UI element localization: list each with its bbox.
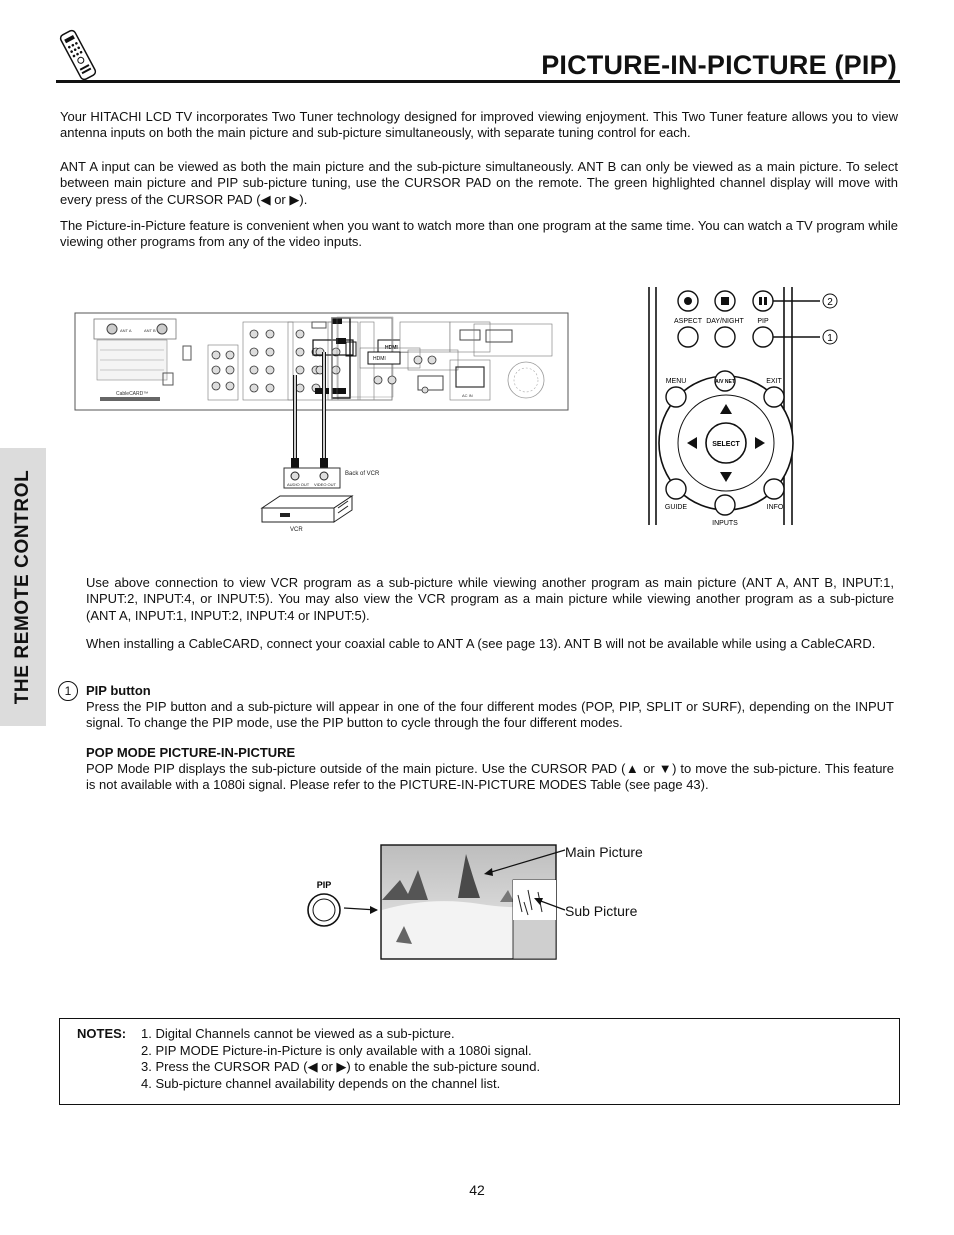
svg-text:HDMI: HDMI [385, 345, 398, 351]
info-label: INFO [766, 504, 784, 511]
exit-label: EXIT [766, 378, 782, 385]
info-button[interactable] [764, 479, 784, 499]
connection-diagram [70, 300, 575, 540]
daynight-label: DAY/NIGHT [706, 318, 744, 325]
callout-1 [823, 330, 837, 344]
aspect-top-button[interactable] [678, 291, 698, 311]
ant-b-label: ANT B [144, 328, 156, 333]
sub-picture-label: Sub Picture [565, 903, 638, 919]
ant-a-label: ANT A [120, 328, 132, 333]
pip-heading: PIP button [86, 683, 151, 698]
avnet-label: A/V NET [715, 379, 735, 385]
main-picture-label: Main Picture [565, 844, 643, 860]
aspect-button[interactable] [678, 327, 698, 347]
audio-out-label: AUDIO OUT [287, 482, 310, 487]
exit-button[interactable] [764, 387, 784, 407]
guide-label: GUIDE [664, 504, 688, 511]
guide-button[interactable] [666, 479, 686, 499]
side-tab [0, 448, 46, 726]
pip-button[interactable] [753, 327, 773, 347]
select-label: SELECT [712, 441, 740, 448]
notes-label: NOTES: [77, 1026, 127, 1041]
remote-closeup [644, 285, 894, 533]
pop-heading: POP MODE PICTURE-IN-PICTURE [86, 745, 296, 760]
page-title: PICTURE-IN-PICTURE (PIP) [541, 50, 897, 80]
inputs-button[interactable] [715, 495, 735, 515]
note-item: 1. Digital Channels cannot be viewed as a sub-picture. [141, 1026, 455, 1041]
note-item: 3. Press the CURSOR PAD (◀ or ▶) to enable the sub-picture sound. [141, 1059, 541, 1075]
hdmi-label: HDMI [373, 356, 386, 362]
vcr-label: VCR [290, 527, 303, 533]
title-rule [56, 80, 900, 83]
notes-list [141, 1026, 540, 1092]
intro-paragraph-2: ANT A input can be viewed as both the main picture and the sub-picture simultaneously. ANT B can only be viewed as a main picture. To select between main picture and PIP sub-picture tuning, use the CURSOR PAD on the remote. The green highlighted channel display will move with every press of the CURSOR PAD (◀ or ▶). [60, 159, 898, 207]
intro-paragraph-3: The Picture-in-Picture feature is convenient when you want to watch more than one program at the same time. You can watch a TV program while viewing other programs from any of the video inputs. [60, 218, 898, 250]
page-number: 42 [469, 1182, 485, 1198]
inputs-label: INPUTS [712, 520, 738, 527]
sub-picture-image [513, 880, 556, 959]
back-of-vcr-label: Back of VCR [345, 471, 380, 477]
intro-paragraph-1: Your HITACHI LCD TV incorporates Two Tuner technology designed for improved viewing enjoyment. This Two Tuner feature allows you to view antenna inputs on both the main picture and sub-picture simultaneously, with separate tuning control for each. [60, 109, 898, 141]
side-tab-label: THE REMOTE CONTROL [12, 469, 33, 705]
callout-2 [823, 294, 837, 308]
pause-button[interactable] [753, 291, 773, 311]
svg-text:1: 1 [827, 333, 833, 344]
daynight-button[interactable] [715, 327, 735, 347]
pip-illustration [300, 840, 570, 965]
remote-control-icon [54, 28, 102, 82]
aspect-label: ASPECT [673, 318, 703, 325]
stop-button[interactable] [715, 291, 735, 311]
menu-label: MENU [665, 378, 687, 385]
menu-button[interactable] [666, 387, 686, 407]
note-item: 2. PIP MODE Picture-in-Picture is only available with a 1080i signal. [141, 1042, 532, 1058]
body-paragraph-2: When installing a CableCARD, connect your coaxial cable to ANT A (see page 13). ANT B will not be available while using a CableCARD. [86, 636, 876, 651]
pip-text: Press the PIP button and a sub-picture will appear in one of the four different modes (POP, PIP, SPLIT or SURF), depending on the INPUT signal. To change the PIP mode, use the PIP button to cycle through the four different modes. [86, 699, 894, 731]
cablecard-label: CableCARD™ [116, 391, 149, 397]
pop-text: POP Mode PIP displays the sub-picture outside of the main picture. Use the CURSOR PAD (▲ or ▼) to move the sub-picture. This feature is not available with a 1080i signal. Please refer to the PICTURE-IN-PICTURE MODES Table (see page 43). [86, 761, 894, 793]
tv-back-panel [75, 313, 568, 410]
svg-text:2: 2 [827, 297, 833, 308]
pip-button-label: PIP [316, 880, 332, 890]
item-number-1: 1 [58, 681, 78, 701]
vcr-back-panel [284, 468, 380, 488]
note-item: 4. Sub-picture channel availability depends on the channel list. [141, 1075, 501, 1091]
vcr-icon [262, 496, 352, 533]
pip-label: PIP [757, 318, 769, 325]
ac-in-label: AC IN [462, 393, 473, 398]
body-paragraph-1: Use above connection to view VCR program as a sub-picture while viewing another program as main picture (ANT A, ANT B, INPUT:1, INPUT:2, INPUT:4, or INPUT:5). You may also view the VCR program as a main picture while viewing another program as a sub-picture (ANT A, INPUT:1, INPUT:2, INPUT:4 or INPUT:5). [86, 575, 894, 623]
video-out-label: VIDEO OUT [314, 482, 337, 487]
